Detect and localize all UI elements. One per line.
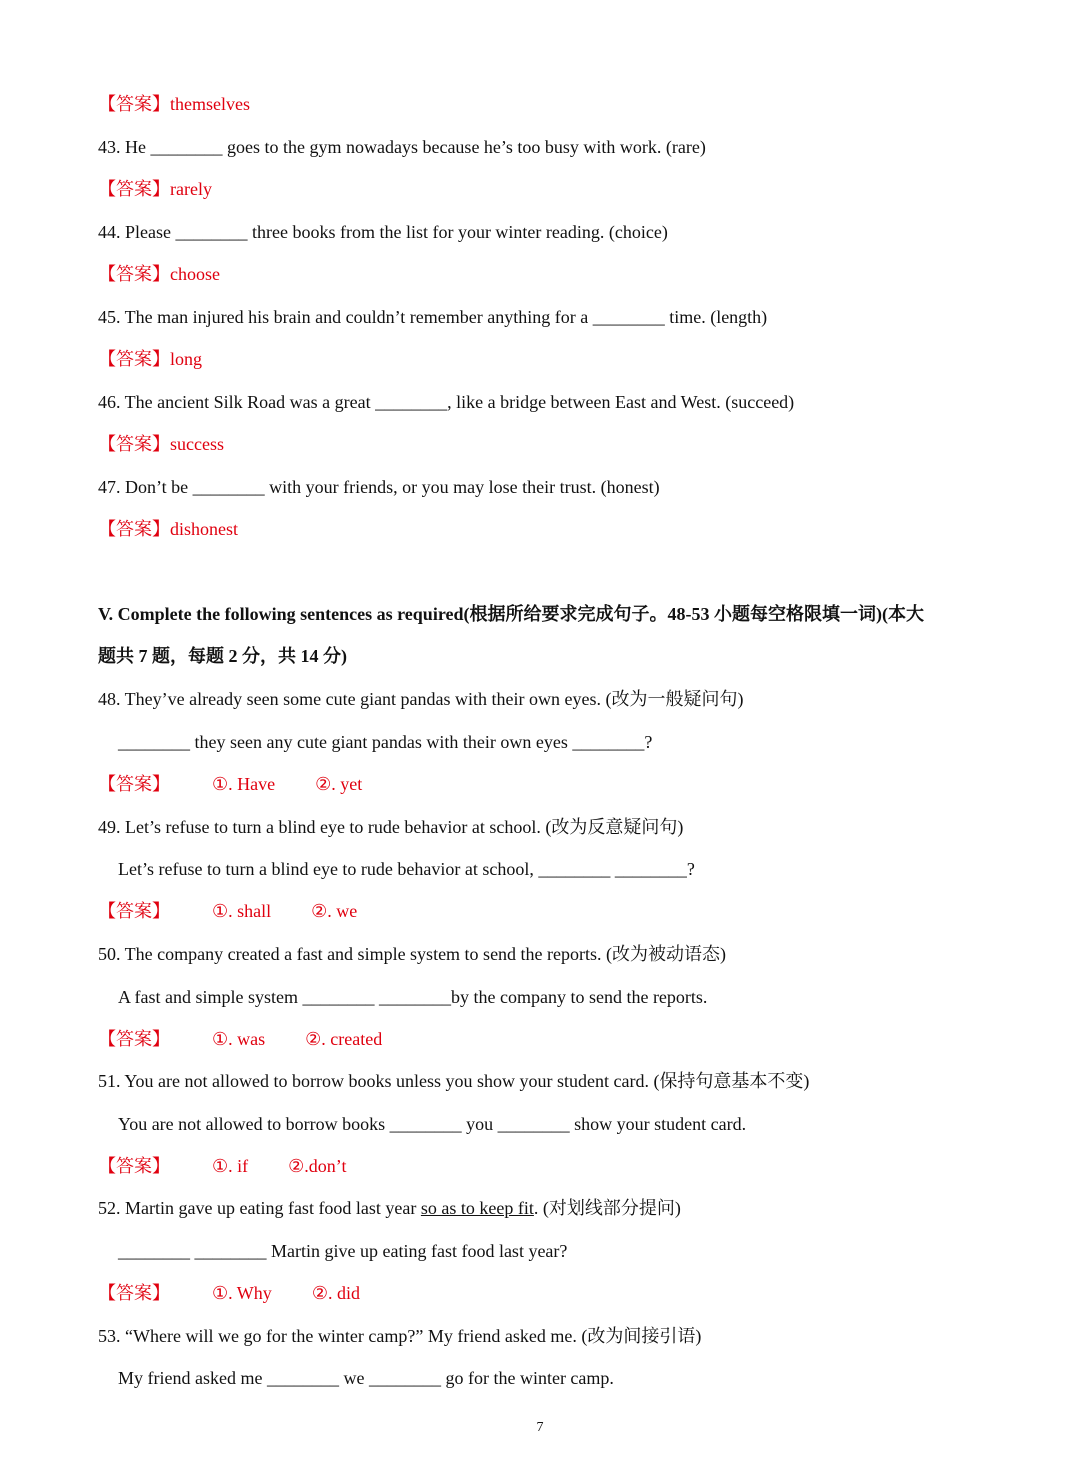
answer-50 [98, 1027, 382, 1051]
answer-tag: 【答案】 [98, 179, 170, 199]
sentence-text: You are not allowed to borrow books [118, 1114, 390, 1134]
answer-49 [98, 899, 357, 923]
question-text: 45. The man injured his brain and couldn’t remember anything for a [98, 307, 593, 327]
answer-text: dishonest [170, 519, 239, 539]
question-53: 53. “Where will we go for the winter camp?” My friend asked me. (改为间接引语) [98, 1326, 702, 1346]
blank: ________ [592, 307, 665, 327]
blank: ________ [194, 1241, 267, 1261]
question-48-sentence [118, 730, 652, 754]
question-52 [98, 1196, 681, 1220]
answer-tag: 【答案】 [98, 349, 170, 369]
answer-text: rarely [170, 179, 212, 199]
blank: ________ [368, 1368, 441, 1388]
answer-44 [98, 262, 220, 286]
blank: ________ [302, 987, 375, 1007]
answer-text: long [170, 349, 203, 369]
answer-option-1: ①. shall [212, 901, 272, 921]
blank: ________ [572, 732, 645, 752]
answer-option-1: ①. was [212, 1029, 266, 1049]
sentence-text: you [461, 1114, 498, 1134]
blank: ________ [614, 859, 687, 879]
answer-tag: 【答案】 [98, 264, 170, 284]
question-45 [98, 305, 767, 329]
sentence-text: ? [686, 859, 695, 879]
question-text: three books from the list for your winter reading. (choice) [247, 222, 668, 242]
answer-52 [98, 1281, 360, 1305]
blank: ________ [497, 1114, 570, 1134]
sentence-text: My friend asked me [118, 1368, 267, 1388]
blank: ________ [118, 732, 190, 752]
question-49-sentence [118, 857, 695, 881]
question-text: 46. The ancient Silk Road was a great [98, 392, 376, 412]
blank: ________ [375, 392, 448, 412]
blank: ________ [175, 222, 248, 242]
answer-45 [98, 347, 202, 371]
underlined-phrase: so as to keep fit [420, 1198, 534, 1218]
answer-text: themselves [170, 94, 250, 114]
sentence-text: they seen any cute giant pandas with their own eyes [190, 732, 573, 752]
question-52-sentence [118, 1239, 567, 1263]
question-53-sentence [118, 1366, 614, 1390]
answer-option-2: ②. yet [315, 774, 363, 794]
answer-46 [98, 432, 224, 456]
blank: ________ [538, 859, 611, 879]
answer-tag: 【答案】 [98, 774, 170, 794]
answer-option-2: ②. we [311, 901, 358, 921]
question-text: 43. He [98, 137, 151, 157]
answer-option-1: ①. Have [212, 774, 276, 794]
question-51: 51. You are not allowed to borrow books unless you show your student card. (保持句意基本不变) [98, 1071, 810, 1091]
question-43 [98, 135, 706, 159]
blank: ________ [192, 477, 265, 497]
sentence-text: we [338, 1368, 369, 1388]
answer-option-2: ②.don’t [288, 1156, 347, 1176]
blank: ________ [266, 1368, 339, 1388]
question-text: 47. Don’t be [98, 477, 193, 497]
answer-option-1: ①. if [212, 1156, 249, 1176]
question-text: with your friends, or you may lose their trust. (honest) [264, 477, 660, 497]
sentence-text: Martin give up eating fast food last year? [266, 1241, 568, 1261]
question-50-sentence [118, 985, 707, 1009]
blank: ________ [378, 987, 451, 1007]
question-text: 44. Please [98, 222, 176, 242]
blank: ________ [118, 1241, 190, 1261]
question-text: , like a bridge between East and West. (succeed) [447, 392, 795, 412]
sentence-text: ? [644, 732, 653, 752]
answer-47 [98, 517, 238, 541]
answer-text: choose [170, 264, 220, 284]
question-text: goes to the gym nowadays because he’s too busy with work. (rare) [222, 137, 706, 157]
sentence-text: Let’s refuse to turn a blind eye to rude behavior at school, [118, 859, 539, 879]
answer-option-2: ②. created [305, 1029, 383, 1049]
answer-tag: 【答案】 [98, 519, 170, 539]
question-48: 48. They’ve already seen some cute giant pandas with their own eyes. (改为一般疑问句) [98, 689, 744, 709]
blank: ________ [150, 137, 223, 157]
answer-tag: 【答案】 [98, 901, 170, 921]
answer-43 [98, 177, 212, 201]
page-number: 7 [536, 1420, 544, 1435]
answer-tag: 【答案】 [98, 1156, 170, 1176]
question-51-sentence [118, 1112, 746, 1136]
answer-tag: 【答案】 [98, 94, 170, 114]
answer-48 [98, 772, 362, 796]
sentence-text: show your student card. [569, 1114, 747, 1134]
answer-42 [98, 92, 250, 116]
answer-option-1: ①. Why [212, 1283, 272, 1303]
question-46 [98, 390, 794, 414]
answer-tag: 【答案】 [98, 1283, 170, 1303]
answer-tag: 【答案】 [98, 434, 170, 454]
answer-51 [98, 1154, 346, 1178]
question-text: time. (length) [664, 307, 768, 327]
sentence-text: by the company to send the reports. [450, 987, 708, 1007]
sentence-text: go for the winter camp. [440, 1368, 614, 1388]
answer-option-2: ②. did [311, 1283, 360, 1303]
section-heading: V. Complete the following sentences as required(根据所给要求完成句子。48-53 小题每空格限填一词)(本大 [98, 604, 924, 624]
question-text: 52. Martin gave up eating fast food last year [98, 1198, 421, 1218]
sentence-text: A fast and simple system [118, 987, 303, 1007]
answer-text: success [170, 434, 224, 454]
blank: ________ [389, 1114, 462, 1134]
question-47 [98, 475, 660, 499]
section-heading-cont: 题共 7 题，每题 2 分，共 14 分) [98, 646, 347, 666]
question-text: . (对划线部分提问) [533, 1198, 681, 1218]
question-49: 49. Let’s refuse to turn a blind eye to rude behavior at school. (改为反意疑问句) [98, 817, 684, 837]
question-50: 50. The company created a fast and simple system to send the reports. (改为被动语态) [98, 944, 727, 964]
question-44 [98, 220, 668, 244]
answer-tag: 【答案】 [98, 1029, 170, 1049]
